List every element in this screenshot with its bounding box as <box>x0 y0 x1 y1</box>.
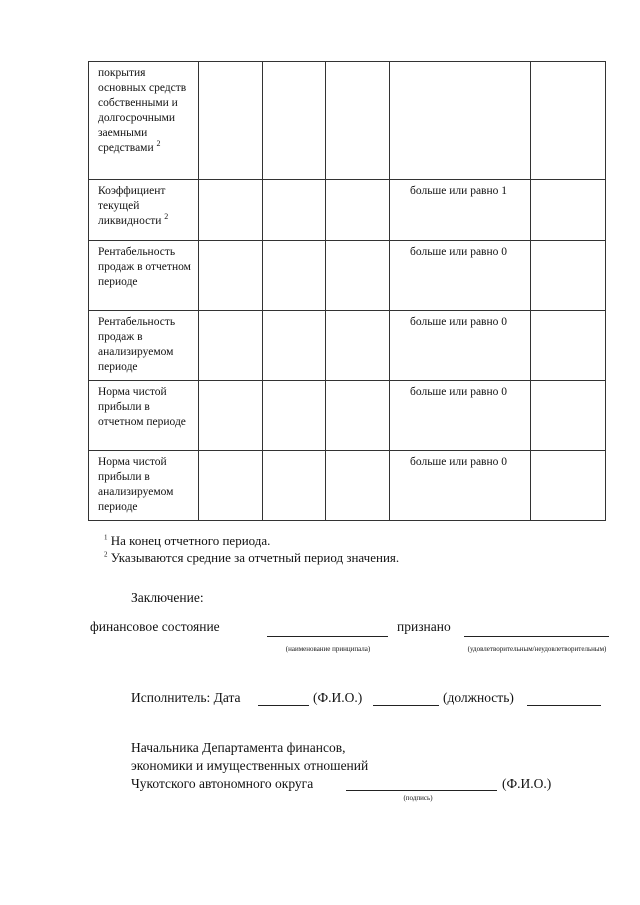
position-line[interactable] <box>527 705 601 706</box>
head-title-line-2: экономики и имущественных отношений <box>131 758 369 773</box>
empty-cell <box>326 180 390 241</box>
conclusion-title: Заключение: <box>131 590 204 605</box>
empty-cell <box>199 381 263 451</box>
indicator-name-cell <box>89 381 199 451</box>
indicator-name-cell <box>89 62 199 180</box>
norm-value: больше или равно 0 <box>410 456 508 468</box>
empty-cell <box>326 241 390 311</box>
norm-value: больше или равно 0 <box>410 386 508 398</box>
empty-cell <box>531 62 606 180</box>
indicator-name-cell <box>89 451 199 521</box>
fio-line[interactable] <box>373 705 439 706</box>
table-row <box>89 311 606 381</box>
norm-value: больше или равно 0 <box>410 246 508 258</box>
empty-cell <box>326 451 390 521</box>
empty-cell <box>531 451 606 521</box>
empty-cell <box>199 241 263 311</box>
footnote-ref: 2 <box>164 212 169 222</box>
empty-cell <box>326 381 390 451</box>
indicator-name: покрытия основных средств собственными и долгосрочными заемными средствами <box>98 67 187 154</box>
head-fio-label: (Ф.И.О.) <box>502 776 552 791</box>
table-row <box>89 241 606 311</box>
indicator-name-cell <box>89 311 199 381</box>
indicator-name-cell <box>89 241 199 311</box>
norm-value-cell <box>390 311 531 381</box>
table-row <box>89 451 606 521</box>
head-title-line-1: Начальника Департамента финансов, <box>131 740 346 755</box>
indicator-name: Рентабельность продаж в анализируемом периоде <box>98 316 176 373</box>
norm-value-cell <box>390 62 531 180</box>
empty-cell <box>531 381 606 451</box>
indicator-name-cell <box>89 180 199 241</box>
date-line[interactable] <box>258 705 309 706</box>
empty-cell <box>263 241 326 311</box>
empty-cell <box>199 451 263 521</box>
norm-value-cell <box>390 451 531 521</box>
indicator-name: Норма чистой прибыли в отчетном периоде <box>98 386 186 428</box>
norm-value-cell <box>390 241 531 311</box>
footnote-ref: 2 <box>156 139 161 149</box>
empty-cell <box>199 62 263 180</box>
indicator-name: Коэффициент текущей ликвидности <box>98 185 166 227</box>
empty-cell <box>263 451 326 521</box>
empty-cell <box>199 180 263 241</box>
table-row <box>89 62 606 180</box>
table-row <box>89 381 606 451</box>
principal-name-hint: (наименование принципала) <box>285 645 371 653</box>
empty-cell <box>199 311 263 381</box>
empty-cell <box>531 311 606 381</box>
indicator-name: Норма чистой прибыли в анализируемом периоде <box>98 456 174 513</box>
empty-cell <box>263 62 326 180</box>
empty-cell <box>263 381 326 451</box>
norm-value-cell <box>390 381 531 451</box>
empty-cell <box>326 311 390 381</box>
head-title-line-3: Чукотского автономного округа <box>131 776 314 791</box>
signature-hint: (подпись) <box>403 794 433 802</box>
footnote-2: $^2$ Указываются средние за отчетный период значения. <box>104 550 400 565</box>
signature-line[interactable] <box>346 790 497 791</box>
executor-fio-label: (Ф.И.О.) <box>313 690 363 705</box>
executor-date-label: Исполнитель: Дата <box>131 690 241 705</box>
empty-cell <box>326 62 390 180</box>
indicators-table <box>88 61 606 521</box>
indicator-name: Рентабельность продаж в отчетном периоде <box>98 246 191 288</box>
principal-name-line[interactable] <box>267 636 388 637</box>
norm-value-cell <box>390 180 531 241</box>
recognized-label: признано <box>397 619 451 634</box>
assessment-line[interactable] <box>464 636 609 637</box>
empty-cell <box>531 241 606 311</box>
empty-cell <box>531 180 606 241</box>
norm-value: больше или равно 0 <box>410 316 508 328</box>
table-row <box>89 180 606 241</box>
executor-position-label: (должность) <box>443 690 514 705</box>
footnote-1: $^1$ На конец отчетного периода. <box>104 533 271 548</box>
norm-value: больше или равно 1 <box>410 185 508 197</box>
empty-cell <box>263 311 326 381</box>
financial-state-label: финансовое состояние <box>90 619 220 634</box>
empty-cell <box>263 180 326 241</box>
assessment-hint: (удовлетворительным/неудовлетворительным) <box>467 645 607 653</box>
